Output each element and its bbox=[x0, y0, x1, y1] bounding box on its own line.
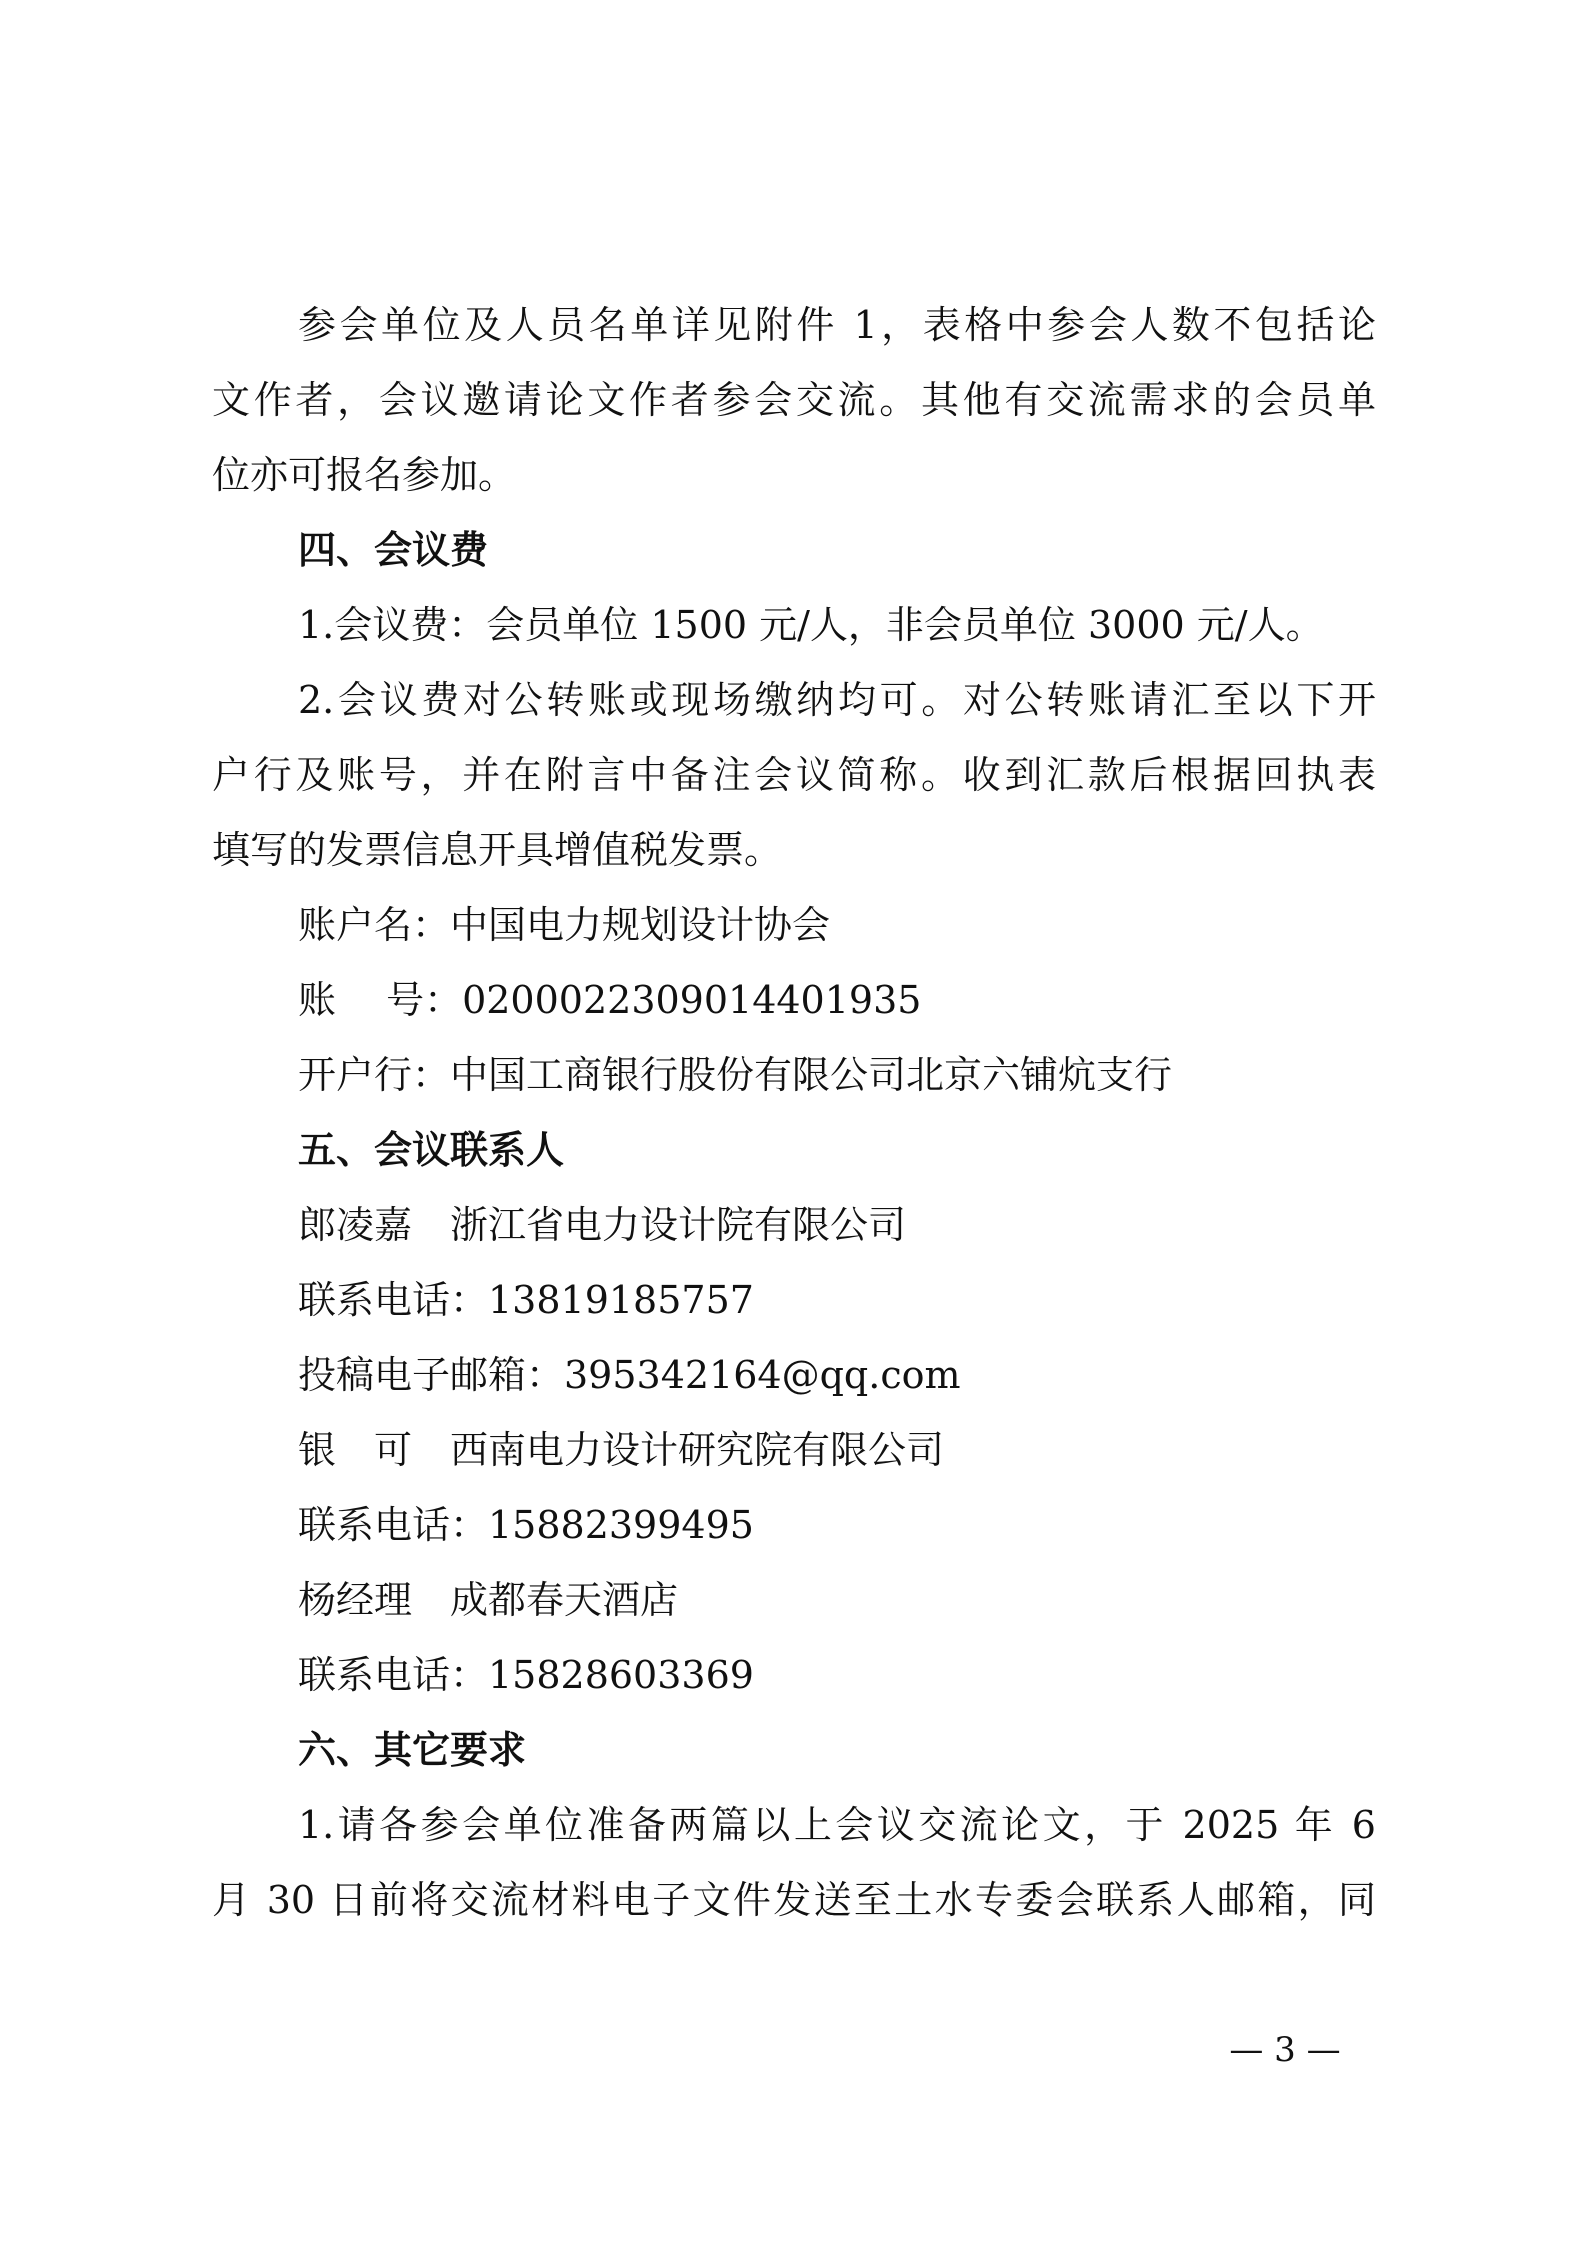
section-6-heading: 六、其它要求 bbox=[298, 1728, 527, 1772]
contact-2-phone: 联系电话：15882399495 bbox=[298, 1503, 754, 1547]
account-number: 账 号：0200022309014401935 bbox=[298, 978, 922, 1022]
section-5-heading: 五、会议联系人 bbox=[298, 1128, 565, 1172]
bank-name: 开户行：中国工商银行股份有限公司北京六铺炕支行 bbox=[298, 1053, 1173, 1097]
participants-text-line-1: 参会单位及人员名单详见附件 1，表格中参会人数不包括论 bbox=[298, 303, 1376, 347]
requirement-item-1-line-1: 1.请各参会单位准备两篇以上会议交流论文，于 2025 年 6 bbox=[298, 1803, 1376, 1847]
participants-text-line-2: 文作者，会议邀请论文作者参会交流。其他有交流需求的会员单 bbox=[212, 378, 1376, 422]
participants-text-line-3: 位亦可报名参加。 bbox=[212, 453, 517, 497]
contact-2-name: 银 可 西南电力设计研究院有限公司 bbox=[298, 1428, 945, 1472]
fee-item-1: 1.会议费：会员单位 1500 元/人，非会员单位 3000 元/人。 bbox=[298, 603, 1324, 647]
contact-1-email: 投稿电子邮箱：395342164@qq.com bbox=[298, 1353, 961, 1397]
contact-3-phone: 联系电话：15828603369 bbox=[298, 1653, 754, 1697]
account-name: 账户名：中国电力规划设计协会 bbox=[298, 903, 831, 947]
fee-item-2-line-2: 户行及账号，并在附言中备注会议简称。收到汇款后根据回执表 bbox=[212, 753, 1376, 797]
fee-item-2-line-1: 2.会议费对公转账或现场缴纳均可。对公转账请汇至以下开 bbox=[298, 678, 1376, 722]
contact-1-phone: 联系电话：13819185757 bbox=[298, 1278, 754, 1322]
contact-1-name: 郎凌嘉 浙江省电力设计院有限公司 bbox=[298, 1203, 907, 1247]
contact-3-name: 杨经理 成都春天酒店 bbox=[298, 1578, 679, 1622]
section-4-heading: 四、会议费 bbox=[298, 528, 489, 572]
requirement-item-1-line-2: 月 30 日前将交流材料电子文件发送至土水专委会联系人邮箱，同 bbox=[212, 1878, 1376, 1922]
fee-item-2-line-3: 填写的发票信息开具增值税发票。 bbox=[212, 828, 783, 872]
page-number: — 3 — bbox=[1229, 2030, 1341, 2070]
